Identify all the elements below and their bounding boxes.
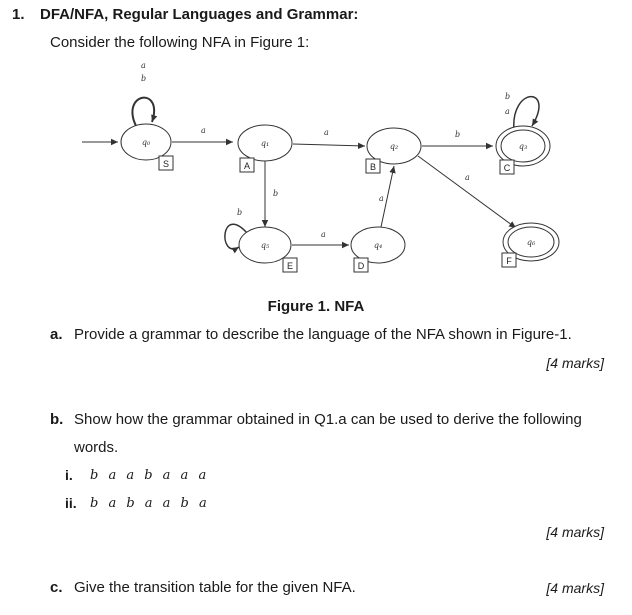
- state-name-q3: q₃: [518, 142, 528, 151]
- question-intro: Consider the following NFA in Figure 1:: [50, 34, 310, 51]
- edge-label-q1-q2: a: [324, 128, 329, 137]
- part-a-marks: [4 marks]: [546, 355, 604, 371]
- part-b-item-ii-word: b a b a a b a: [90, 496, 210, 511]
- part-b-item-ii-label: ii.: [65, 495, 77, 511]
- svg-text:C: C: [503, 163, 511, 173]
- part-c-marks: [4 marks]: [546, 580, 604, 596]
- edge-label-q1-q5: b: [273, 189, 279, 198]
- part-b-label: b.: [50, 411, 64, 428]
- svg-text:A: A: [243, 161, 251, 171]
- question-title: DFA/NFA, Regular Languages and Grammar:: [40, 6, 359, 23]
- edge-label-q5-q4: a: [321, 230, 326, 239]
- edge-label-q0-loop-b: b: [141, 74, 147, 83]
- question-number: 1.: [12, 6, 25, 23]
- box-D: [354, 258, 368, 272]
- edge-label-q5-loop: b: [237, 208, 243, 217]
- state-name-q1: q₁: [260, 139, 270, 148]
- part-c-text: Give the transition table for the given NFA.: [74, 579, 356, 596]
- part-c-label: c.: [50, 579, 63, 596]
- nfa-diagram: [0, 0, 632, 300]
- part-b-marks: [4 marks]: [546, 524, 604, 540]
- edge-label-q3-loop-b: b: [505, 92, 511, 101]
- box-E: [283, 258, 297, 272]
- box-S: [159, 156, 173, 170]
- box-C: [500, 160, 514, 174]
- state-name-q0: q₀: [141, 138, 151, 147]
- svg-text:F: F: [506, 256, 512, 266]
- edge-label-q0-q1: a: [201, 126, 206, 135]
- edge-label-q3-loop-a: a: [505, 107, 510, 116]
- svg-text:E: E: [286, 261, 294, 271]
- part-a-label: a.: [50, 326, 63, 343]
- part-b-item-i-label: i.: [65, 467, 73, 483]
- svg-text:D: D: [357, 261, 365, 271]
- svg-text:S: S: [162, 159, 170, 169]
- part-b-item-i-word: b a a b a a a: [90, 468, 210, 483]
- edge-label-q2-q3: b: [455, 130, 461, 139]
- part-b-text-line1: Show how the grammar obtained in Q1.a can be used to derive the following: [74, 411, 582, 428]
- box-B: [366, 159, 380, 173]
- state-name-q2: q₂: [389, 142, 399, 151]
- state-name-q4: q₄: [373, 241, 383, 250]
- svg-text:B: B: [369, 162, 377, 172]
- self-loop-q0: [132, 98, 154, 126]
- state-name-q6: q₆: [526, 238, 536, 247]
- part-a-text: Provide a grammar to describe the language of the NFA shown in Figure-1.: [74, 326, 572, 343]
- box-A: [240, 158, 254, 172]
- box-F: [502, 253, 516, 267]
- edge-label-q2-q6: a: [465, 173, 470, 182]
- state-name-q5: q₅: [260, 241, 270, 250]
- figure-caption: Figure 1. NFA: [267, 298, 365, 315]
- part-b-text-line2: words.: [74, 439, 119, 456]
- edge-label-q4-q2: a: [379, 194, 384, 203]
- edge-label-q0-loop-a: a: [141, 61, 146, 70]
- edge-q1-q2: [293, 144, 365, 146]
